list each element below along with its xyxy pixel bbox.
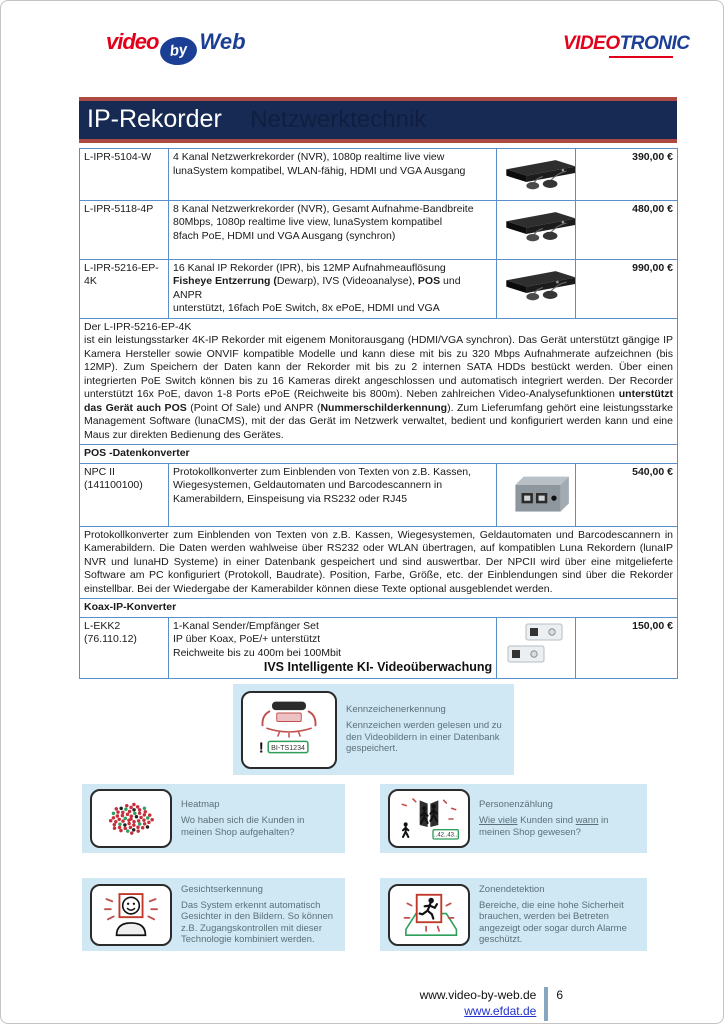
table-row — [80, 259, 678, 318]
ivs-panel-kennzeichenerkennung — [233, 684, 514, 775]
panel-body: Kennzeichen werden gelesen und zu den Videobildern in einer Datenbank gespeichert. — [346, 720, 502, 755]
page-footer — [301, 987, 563, 1021]
ivs-panel-personenzaehlung — [380, 784, 647, 853]
product-description: 8 Kanal Netzwerkrekorder (NVR), Gesamt Aufnahme-Bandbreite 80Mbps, 1080p realtime live view, lunaSystem kompatibel 8fach PoE, HDMI und VGA Ausgang (synchron) — [169, 200, 497, 259]
license-plate-illustration — [241, 691, 337, 769]
section-header-pos: POS -Datenkonverter — [80, 445, 678, 464]
alert-mark: ! — [258, 739, 264, 757]
panel-title: Zonendetektion — [479, 883, 545, 895]
nvr-product-image — [497, 200, 576, 259]
zone-intrusion-icon — [394, 889, 464, 941]
logo-videotronic-blue: TRONIC — [619, 33, 690, 54]
price: 540,00 € — [576, 463, 678, 526]
page-number: 6 — [556, 988, 563, 1002]
page-subtitle: Netzwerktechnik — [250, 106, 427, 133]
zone-detection-illustration — [388, 884, 470, 946]
face-recognition-illustration — [90, 884, 172, 946]
panel-title: Gesichtserkennung — [181, 883, 263, 895]
price: 390,00 € — [576, 149, 678, 201]
product-description: 16 Kanal IP Rekorder (IPR), bis 12MP Aufnahmeauflösung Fisheye Entzerrung (Dewarp), IVS (Videoanalyse), POS und ANPR unterstützt, 16fach PoE Switch, 8x ePoE, HDMI und VGA — [169, 259, 497, 318]
panel-body: Wo haben sich die Kunden in meinen Shop aufgehalten? — [181, 815, 305, 838]
table-row — [80, 526, 678, 599]
ivs-panel-heatmap — [82, 784, 345, 853]
people-counting-illustration — [388, 789, 470, 848]
nvr-product-image — [497, 259, 576, 318]
logo-videotronic-red: VIDEO — [563, 33, 620, 54]
logo-web-text: Web — [199, 29, 246, 54]
product-description: 1-Kanal Sender/Empfänger Set IP über Koax, PoE/+ unterstützt Reichweite bis zu 400m bei 100Mbit — [169, 617, 497, 679]
panel-title: Personenzählung — [479, 799, 553, 810]
nvr-recorder-icon — [501, 262, 576, 304]
panel-body: Das System erkennt automatisch Gesichter in den Bildern. So können z.B. Zugangskontrollen mit dieser Technologie kombiniert werden. — [181, 899, 334, 945]
ivs-panel-zonendetektion — [380, 878, 647, 951]
panel-title: Kennzeichenerkennung — [346, 704, 446, 716]
npc-product-image — [497, 463, 576, 526]
face-detect-icon — [96, 889, 166, 941]
door-counter-icon — [394, 795, 464, 843]
price: 480,00 € — [576, 200, 678, 259]
npc-description-paragraph: Protokollkonverter zum Einblenden von Texten von z.B. Kassen, Wiegesystemen, Geldautomaten und Barcodescannern in Kamerabildern. Die Daten werden wahlweise über RS232 oder WLAN übertragen, auf kompatiblen Luna Rekordern (lunaIP NVR und lunaHD Systeme) in einer Datenbank gespeichert und sind auswertbar. Der NPCII wird über eine mitgelieferte Software am PC konfiguriert (Protokoll, Baudrate). Position, Farbe, Größe, etc. der Einblendungen sind über die Rekorder einstellbar. Bei der Wiedergabe der Kamerabilder können diese Texte optional ausgeblendet werden. — [80, 526, 678, 599]
page-title: IP-Rekorder — [87, 105, 222, 133]
table-row — [80, 463, 678, 526]
ivs-panel-gesichtserkennung — [82, 878, 345, 951]
footer-divider — [544, 987, 548, 1021]
logo-video-text: video — [106, 29, 159, 54]
section-banner — [79, 97, 677, 143]
heatmap-illustration — [90, 789, 172, 848]
product-code: L-IPR-5104-W — [80, 149, 169, 201]
video-by-web-logo — [106, 29, 246, 65]
nvr-product-image — [497, 149, 576, 201]
table-row — [80, 149, 678, 201]
panel-body: Bereiche, die eine hohe Sicherheit brauchen, werden bei Betreten angezeigt oder sogar durch Alarme geschützt. — [479, 899, 627, 945]
product-code: L-IPR-5118-4P — [80, 200, 169, 259]
nvr-recorder-icon — [501, 151, 576, 193]
product-code: NPC II (141100100) — [80, 463, 169, 526]
price: 990,00 € — [576, 259, 678, 318]
table-row — [80, 318, 678, 445]
nvr-recorder-icon — [501, 203, 576, 245]
heatmap-dots — [109, 802, 154, 834]
footer-link-efdat[interactable]: www.efdat.de — [464, 1004, 537, 1018]
product-table — [79, 148, 678, 679]
panel-title: Heatmap — [181, 799, 220, 810]
videotronic-logo — [563, 33, 689, 58]
table-row — [80, 599, 678, 618]
counter-text: ..42..43.. — [433, 832, 458, 839]
product-code: L-IPR-5216-EP-4K — [80, 259, 169, 318]
recorder-description-paragraph: Der L-IPR-5216-EP-4K ist ein leistungsstarker 4K-IP Rekorder mit eigenem Monitorausgang (HDMI/VGA synchron). Das Gerät unterstützt gängige IP Kamera Hersteller sowie ONVIF kompatible Modelle und kann diese mit bis zu 320 Mbps Aufnahmerate aufzeichnen (bis 12MP). Zum Speichern der Daten kann der Rekorder mit bis zu 2 internen SATA HDDs bestückt werden. Über einen integrierten PoE Switch können bis zu 16 Kameras direkt angeschlossen und automatisch integriert werden. Der Recorder unterstützt 16x PoE, davon 1-8 Ports ePoE (Reichweite bis 800m). Neben zahlreichen Video-Analysefunktionen unterstützt das Gerät auch POS (Point Of Sale) und ANPR (Nummerschilderkennung). Zum Lieferumfang gehört eine leistungsstarke Management Software (lunaCMS), mit der das Gerät im Netzwerk verwaltet, bedient und konfiguriert werden kann und eine Maus zur direkten Bedienung des Gerätes. — [80, 318, 678, 445]
ivs-section-title: IVS Intelligente KI- Videoüberwachung — [263, 660, 493, 674]
price: 150,00 € — [576, 617, 678, 679]
heatmap-dots-icon — [96, 795, 166, 843]
product-description: 4 Kanal Netzwerkrekorder (NVR), 1080p realtime live view lunaSystem kompatibel, WLAN-fähig, HDMI und VGA Ausgang — [169, 149, 497, 201]
protocol-converter-icon — [501, 466, 573, 518]
license-plate-text: BI-TS1234 — [271, 743, 305, 752]
footer-url: www.video-by-web.de — [419, 988, 537, 1002]
car-plate-icon — [247, 696, 331, 764]
product-description: Protokollkonverter zum Einblenden von Texten von z.B. Kassen, Wiegesystemen, Geldautomaten und Barcodescannern in Kamerabildern, Einspeisung via RS232 oder RJ45 — [169, 463, 497, 526]
section-header-koax: Koax-IP-Konverter — [80, 599, 678, 618]
table-row — [80, 200, 678, 259]
panel-body: Wie viele Kunden sind wann in meinen Shop gewesen? — [479, 815, 609, 838]
product-code: L-EKK2 (76.110.12) — [80, 617, 169, 679]
logo-tagline-rule — [609, 56, 673, 58]
logo-by-badge: by — [159, 35, 199, 67]
table-row — [80, 445, 678, 464]
